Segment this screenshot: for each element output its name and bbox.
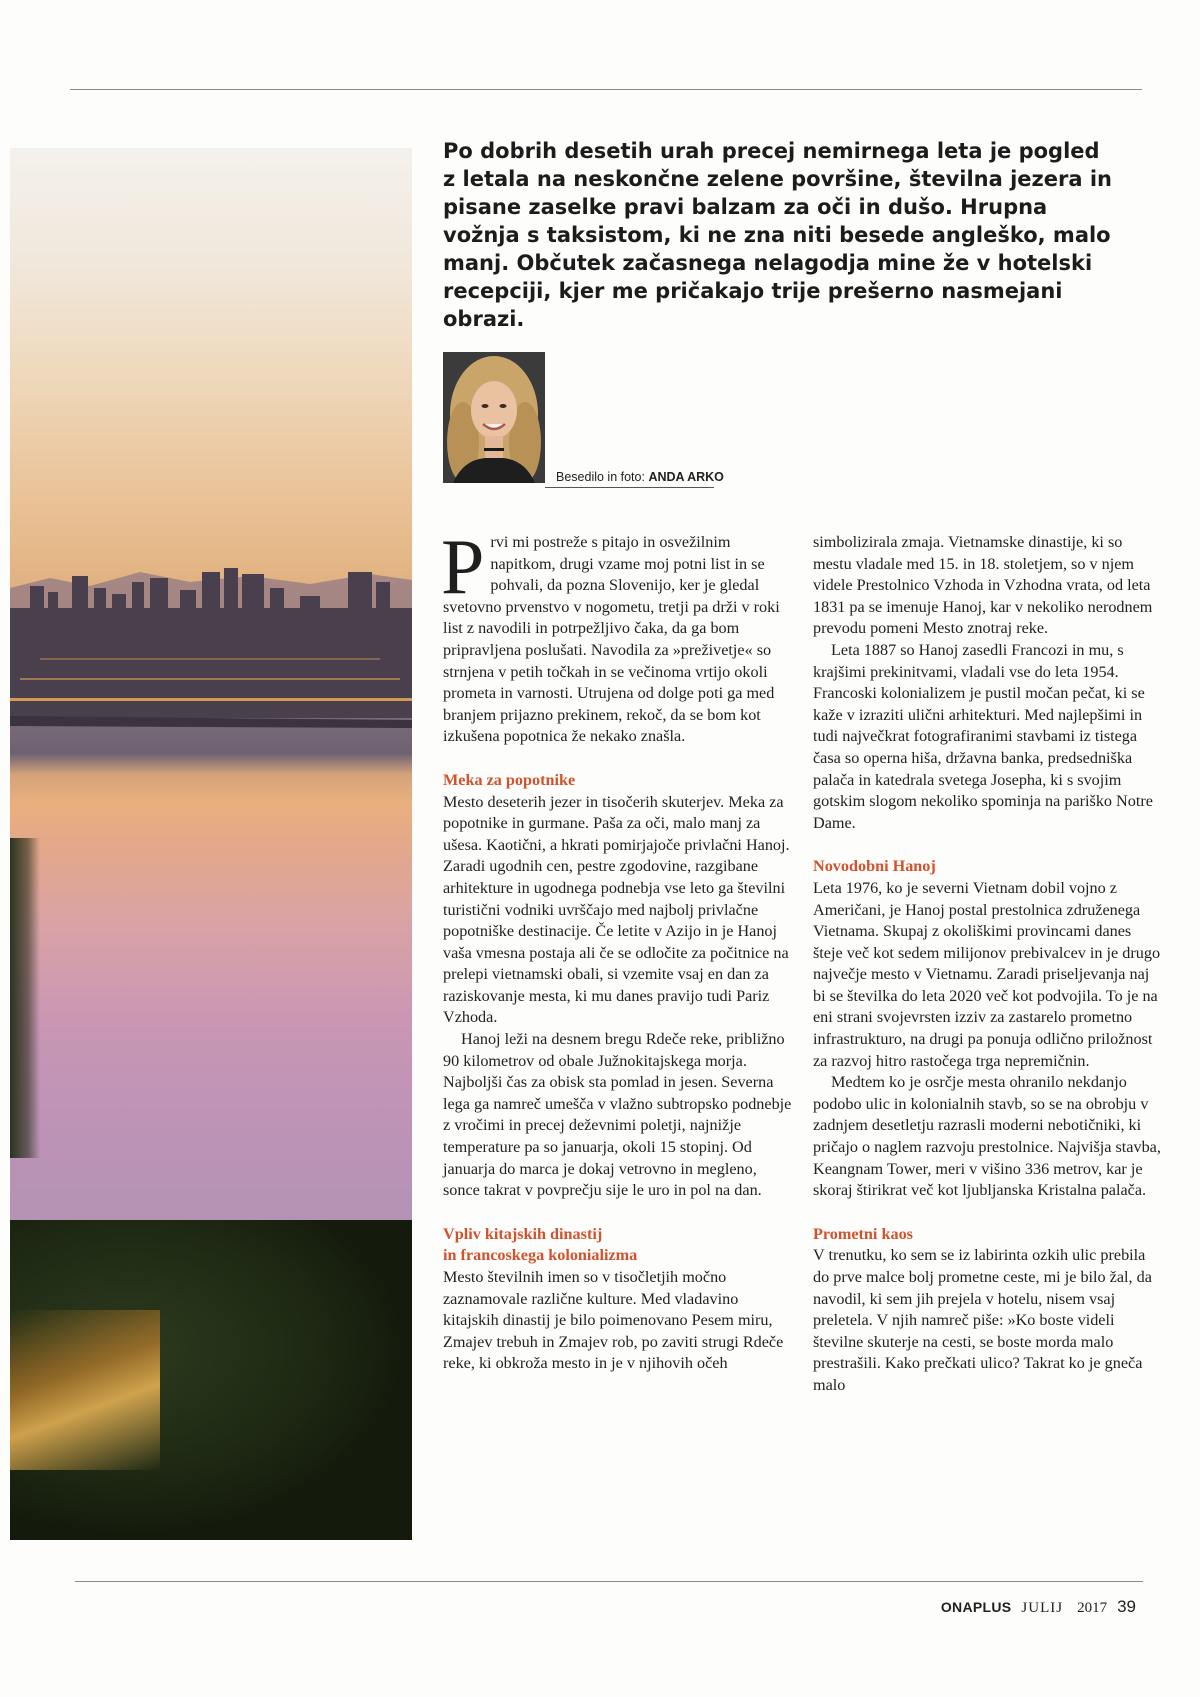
subheading-vpliv-line-1: Vpliv kitajskih dinastij [443, 1224, 603, 1243]
issue-year: 2017 [1077, 1600, 1108, 1616]
hanoi-sunset-photo [10, 148, 412, 1540]
left-foliage [10, 838, 40, 1158]
author-portrait [443, 352, 545, 483]
paragraph-meka-1: Mesto deseterih jezer in tisočerih skuterjev. Meka za popotnike in gurmane. Paša za oči, malo manj za ušesa. Kaotični, a hkrati pomirjajoče privlačni Hanoj. Zaradi ugodnih cen, pestre zgodovine, razgibane arhitekture in ugodnega podnebja vse leto ga številni turistični vodniki uvrščajo med najbolj privlačne popotniške destinacije. Če letite v Azijo in je Hanoj vaša vmesna postaja ali če se odločite za počitnice na prelepi vietnamski obali, si vzemite vsaj en dan za raziskovanje mesta, ki mu danes pravijo tudi Pariz Vzhoda. [443, 792, 790, 1027]
city-skyline [10, 548, 412, 798]
magazine-brand: ONAPLUS [940, 1599, 1012, 1615]
subheading-meka: Meka za popotnike [443, 770, 576, 789]
dropcap: P [441, 523, 485, 610]
issue-month: JULIJ [1021, 1600, 1064, 1616]
article-column-1 [441, 523, 793, 1375]
paragraph-vpliv-1a: Mesto številnih imen so v tisočletjih močno zaznamovale različne kulture. Med vladavino kitajskih dinastij je bilo poimenovano Pesem miru, Zmajev trebuh in Zmajev rob, po zaviti strugi Rdeče reke, ki obkroža mesto in je v njihovih očeh [443, 1268, 784, 1373]
intro-paragraph [441, 523, 793, 748]
paragraph-prometni-1: V trenutku, ko sem se iz labirinta ozkih ulic prebila do prve malce bolj prometne ceste, mi je bilo žal, da navodil, ki sem jih prejela v hotelu, nisem vsaj preletela. V njih namreč piše: »Ko boste videli številne skuterje na cesti, se boste morda malo prestrašili. Kako prečkati ulico? Takrat ko je gneča malo [813, 1246, 1152, 1394]
paragraph-meka-2: Hanoj leži na desnem bregu Rdeče reke, približno 90 kilometrov od obale Južnokitajskega morja. Najboljši čas za obisk sta pomlad in jesen. Severna lega ga namreč umešča v vlažno subtropsko podnebje z vročimi in precej deževnimi poletji, najnižje temperature pa so januarja, okoli 15 stopinj. Od januarja do marca je dokaj vetrovno in megleno, sonce takrat v povprečju sije le uro in pol na dan. [443, 1030, 792, 1200]
byline-rule [545, 487, 714, 488]
paragraph-vpliv-2: Leta 1887 so Hanoj zasedli Francozi in mu, s krajšimi prekinitvami, vladali vse do leta 1954. Francoski kolonializem je pustil močan pečat, ki se kaže v izraziti ulični arhitekturi. Med najlepšimi in tudi največkrat fotografiranimi stavbami iz tistega časa so operna hiša, državna banka, predsedniška palača in katedrala svetega Josepha, ki s svojim gotskim slogom nekoliko spominja na pariško Notre Dame. [813, 640, 1153, 832]
intro-text: rvi mi postreže s pitajo in osvežilnim napitkom, drugi vzame moj potni list in se pohvali, da pozna Slovenijo, ker je gledal svetovno prvenstvo v nogometu, tretji pa drži v roki list z navodili in potrpežljivo čaka, da ga bom pripravljena poslušati. Navodila za »preživetje« so strnjena v petih točkah in se večinoma vrtijo okoli prometa in varnosti. Utrujena od dolge poti ga med branjem prijazno prekinem, rekoč, da se bom kot izkušena popotnica že nekako znašla. [443, 533, 780, 746]
article-column-2 [813, 532, 1163, 1397]
byline-label: Besedilo in foto: [556, 470, 645, 484]
top-rule [70, 89, 1142, 90]
paragraph-novodobni-2: Medtem ko je osrčje mesta ohranilo nekdanjo podobo ulic in kolonialnih stavb, so se na obrobju v zadnjem desetletju razrasli moderni nebotičniki, ki pričajo o naglem razvoju prestolnice. Najvišja stavba, Keangnam Tower, meri v višino 336 metrov, kar je skoraj štirikrat več kot ljubljanska Kristalna palača. [813, 1073, 1161, 1200]
subheading-prometni: Prometni kaos [813, 1224, 913, 1243]
author-portrait-image [443, 352, 545, 483]
paragraph-novodobni-1: Leta 1976, ko je severni Vietnam dobil vojno z Američani, je Hanoj postal prestolnica združenega Vietnama. Skupaj z okoliškimi provincami danes šteje več kot sedem milijonov prebivalcev in je drugo največje mesto v Vietnamu. Zaradi priseljevanja naj bi se številka do leta 2020 več kot podvojila. To je na eni strani svojevrsten izziv za zastarelo prometno infrastrukturo, na drugi pa ponuja odlično priložnost za razvoj hitro rastočega trga nepremičnin. [813, 878, 1161, 1070]
byline-author: ANDA ARKO [648, 470, 724, 484]
bottom-rule [75, 1581, 1143, 1582]
subheading-vpliv-line-2: in francoskega kolonializma [443, 1246, 638, 1265]
byline [556, 470, 724, 484]
paragraph-vpliv-1b: simbolizirala zmaja. Vietnamske dinastije, ki so mestu vladale med 15. in 18. stoletjem, so v njem videle Prestolnico Vzhoda in Vzhodna vrata, od leta 1831 pa se imenuje Hanoj, kar v nekoliko nerodnem prevodu pomeni Mesto znotraj reke. [813, 533, 1153, 638]
page-footer [941, 1597, 1136, 1617]
lit-street [10, 1310, 160, 1470]
lead-paragraph: Po dobrih desetih urah precej nemirnega leta je pogled z letala na neskončne zelene površine, številna jezera in pisane zaselke pravi balzam za oči in dušo. Hrupna vožnja s taksistom, ki ne zna niti besede angleško, malo manj. Občutek začasnega nelagodja mine že v hotelski recepciji, kjer me pričakajo trije prešerno nasmejani obrazi. [443, 139, 1113, 331]
subheading-novodobni: Novodobni Hanoj [813, 857, 936, 876]
page-number: 39 [1117, 1597, 1136, 1616]
